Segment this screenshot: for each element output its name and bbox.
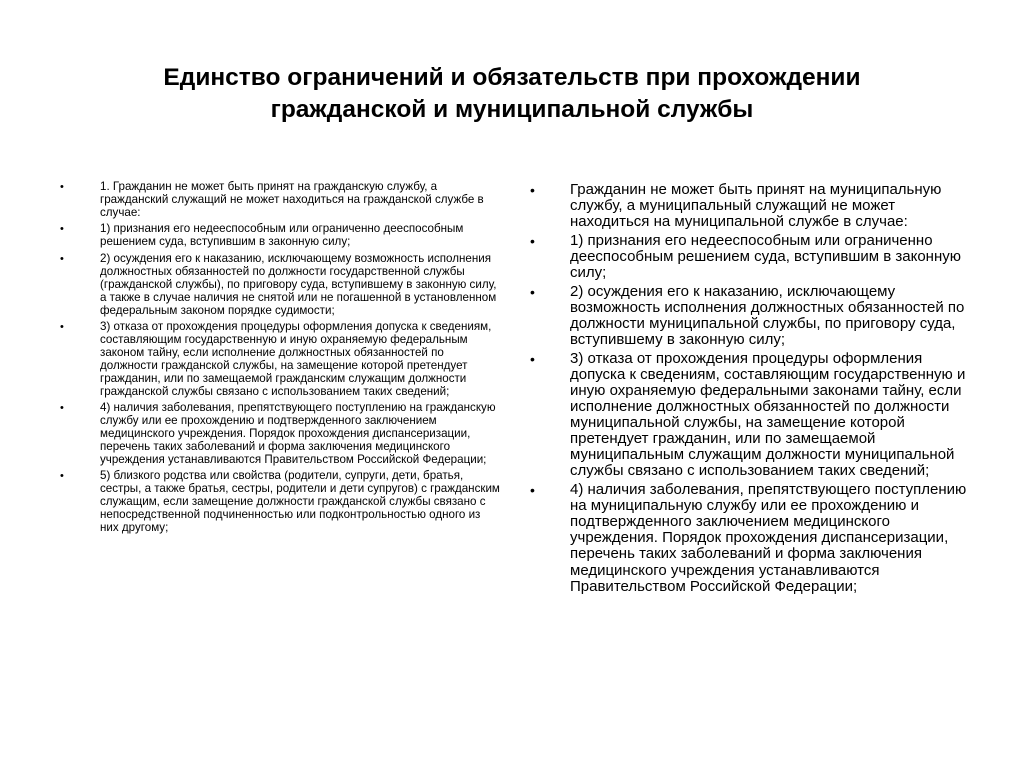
right-list-item <box>530 182 970 230</box>
bullet-icon: • <box>60 252 64 265</box>
bullet-icon: • <box>60 321 64 334</box>
left-item-text: 1. Гражданин не может быть принят на гражданскую службу, а гражданский служащий не может находиться на гражданской службе в случае: <box>100 180 484 219</box>
slide-title <box>70 62 954 126</box>
left-item-text: 4) наличия заболевания, препятствующего поступлению на гражданскую службу или ее прохождению и подтвержденного заключением медицинского учреждения. Порядок прохождения диспансеризации, перечень таких заболеваний и форма заключения медицинского учреждения устанавливаются Правительством Российской Федерации; <box>100 401 496 466</box>
left-list-item <box>60 321 500 398</box>
left-list-item <box>60 181 500 220</box>
right-item-text: Гражданин не может быть принят на муниципальную службу, а муниципальный служащий не может находиться на муниципальной службе в случае: <box>570 181 942 231</box>
left-item-text: 2) осуждения его к наказанию, исключающему возможность исполнения должностных обязанностей по должности государственной службы (гражданской службы), по приговору суда, вступившему в законную силу, а также в случае наличия не снятой или не погашенной в установленном федеральным законом порядке судимости; <box>100 251 497 317</box>
left-list-item <box>60 253 500 318</box>
left-column-list <box>60 181 500 539</box>
left-list-item <box>60 223 500 249</box>
bullet-icon: • <box>60 223 64 236</box>
left-list-item <box>60 470 500 535</box>
left-item-text: 3) отказа от прохождения процедуры оформления допуска к сведениям, составляющим государственную и иную охраняемую федеральным законом тайну, если исполнение должностных обязанностей по должности гражданской службы, на замещение которой претендует гражданин, или по замещаемой гражданским служащим должности гражданской службы связано с использованием таких сведений; <box>100 320 492 398</box>
right-item-text: 1) признания его недееспособным или ограниченно дееспособным решением суда, вступившим в законную силу; <box>570 231 961 282</box>
bullet-icon: • <box>530 283 535 300</box>
bullet-icon: • <box>530 232 535 249</box>
right-column-list <box>530 182 970 597</box>
left-item-text: 5) близкого родства или свойства (родители, супруги, дети, братья, сестры, а также братья, сестры, родители и дети супругов) с гражданским служащим, если замещение должности гражданской службы связано с непосредственной подчиненностью или подконтрольностью одного из них другому; <box>100 469 500 535</box>
right-list-item <box>530 482 970 595</box>
left-item-text: 1) признания его недееспособным или ограниченно дееспособным решением суда, вступившим в законную силу; <box>100 222 464 249</box>
bullet-icon: • <box>60 470 64 483</box>
bullet-icon: • <box>60 402 64 415</box>
right-item-text: 2) осуждения его к наказанию, исключающему возможность исполнения должностных обязанностей по должности муниципальной службы, по приговору суда, вступившему в законную силу; <box>570 282 965 349</box>
slide-title-line-2: гражданской и муниципальной службы <box>270 96 754 123</box>
bullet-icon: • <box>60 181 64 193</box>
right-list-item <box>530 233 970 281</box>
bullet-icon: • <box>530 182 535 198</box>
right-list-item <box>530 351 970 480</box>
bullet-icon: • <box>530 482 535 499</box>
right-item-text: 3) отказа от прохождения процедуры оформления допуска к сведениям, составляющим государственную и иную охраняемую федеральными законами тайну, если исполнение должностных обязанностей по должности муниципальной службы, на замещение которой претендует гражданин, или по замещаемой муниципальным служащим должности муниципальной службы связано с использованием таких сведений; <box>570 349 966 480</box>
slide-title-line-1: Единство ограничений и обязательств при прохождении <box>163 64 861 91</box>
right-item-text: 4) наличия заболевания, препятствующего поступлению на муниципальную службу или ее прохождению и подтвержденного заключением медицинского учреждения. Порядок прохождения диспансеризации, перечень таких заболеваний и форма заключения медицинского учреждения устанавливаются Правительством Российской Федерации; <box>570 481 967 595</box>
left-list-item <box>60 402 500 467</box>
right-list-item <box>530 284 970 348</box>
bullet-icon: • <box>530 350 535 367</box>
